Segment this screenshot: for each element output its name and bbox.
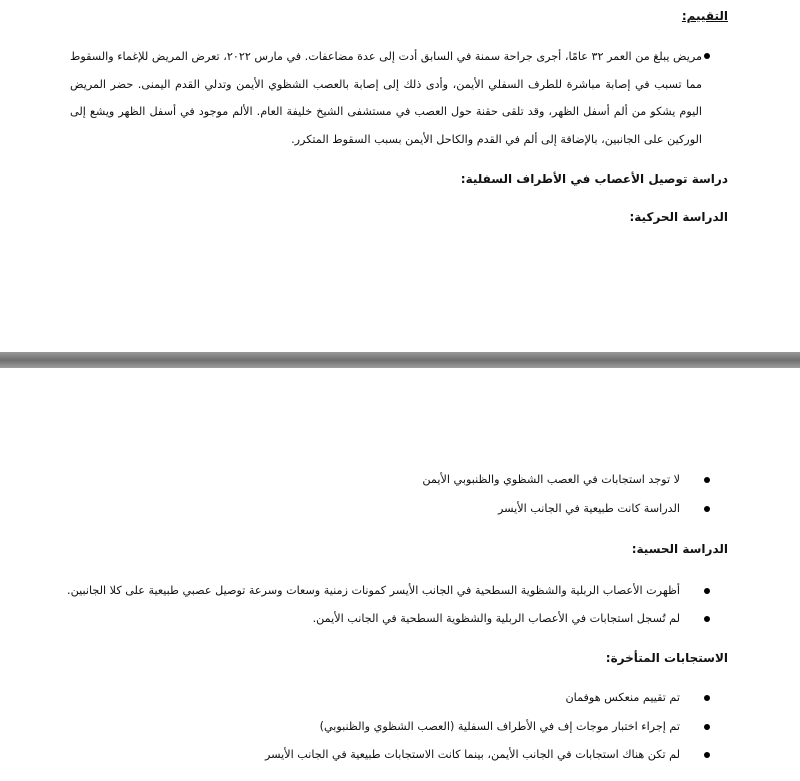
bullet-dot [704, 695, 710, 701]
bullet-dot [704, 616, 710, 622]
heading-late-responses: الاستجابات المتأخرة: [605, 651, 728, 665]
heading-assessment: التقييم: [681, 9, 728, 23]
page-separator [0, 352, 800, 368]
late-bullet-1: تم تقييم منعكس هوفمان [565, 691, 680, 704]
document-page-1 [0, 0, 800, 352]
assessment-paragraph: مريض يبلغ من العمر ٣٢ عامًا، أجرى جراحة سمنة في السابق أدت إلى عدة مضاعفات. في مارس ٢٠٢٢، تعرض المريض للإغماء والسقوط مما تسبب في إصابة مباشرة للطرف السفلي الأيمن، وأدى ذلك إلى إصابة بالعصب الشظوي الأيمن وتدلي القدم اليمنى. حضر المريض اليوم يشكو من ألم أسفل الظهر، وقد تلقى حقنة حول العصب في مستشفى الشيخ خليفة العام. الألم موجود في أسفل الظهر ويشع إلى الوركين على الجانبين، بالإضافة إلى ألم في القدم والكاحل الأيمن بسبب السقوط المتكرر. [70, 50, 702, 146]
sensory-bullet-2: لم تُسجل استجابات في الأعصاب الربلية والشظوية السطحية في الجانب الأيمن. [312, 612, 680, 625]
bullet-dot [704, 588, 710, 594]
sensory-bullet-1: أظهرت الأعصاب الربلية والشظوية السطحية في الجانب الأيسر كمونات زمنية وسعات وسرعة توصيل عصبي طبيعية على كلا الجانبين. [67, 584, 680, 597]
motor-bullet-1: لا توجد استجابات في العصب الشظوي والظنبوبي الأيمن [422, 473, 680, 486]
bullet-dot [704, 477, 710, 483]
document-page-2 [0, 368, 800, 781]
bullet-dot [704, 752, 710, 758]
late-bullet-3: لم تكن هناك استجابات في الجانب الأيمن، بينما كانت الاستجابات طبيعية في الجانب الأيسر [264, 748, 680, 761]
late-bullet-2: تم إجراء اختبار موجات إف في الأطراف السفلية (العصب الشظوي والظنبوبي) [319, 720, 680, 733]
bullet-dot [704, 506, 710, 512]
heading-nerve-conduction-study: دراسة توصيل الأعصاب في الأطراف السفلية: [460, 172, 728, 186]
heading-motor-study: الدراسة الحركية: [629, 210, 728, 224]
motor-bullet-2: الدراسة كانت طبيعية في الجانب الأيسر [498, 502, 680, 515]
heading-sensory-study: الدراسة الحسية: [631, 542, 728, 556]
bullet-dot [704, 724, 710, 730]
